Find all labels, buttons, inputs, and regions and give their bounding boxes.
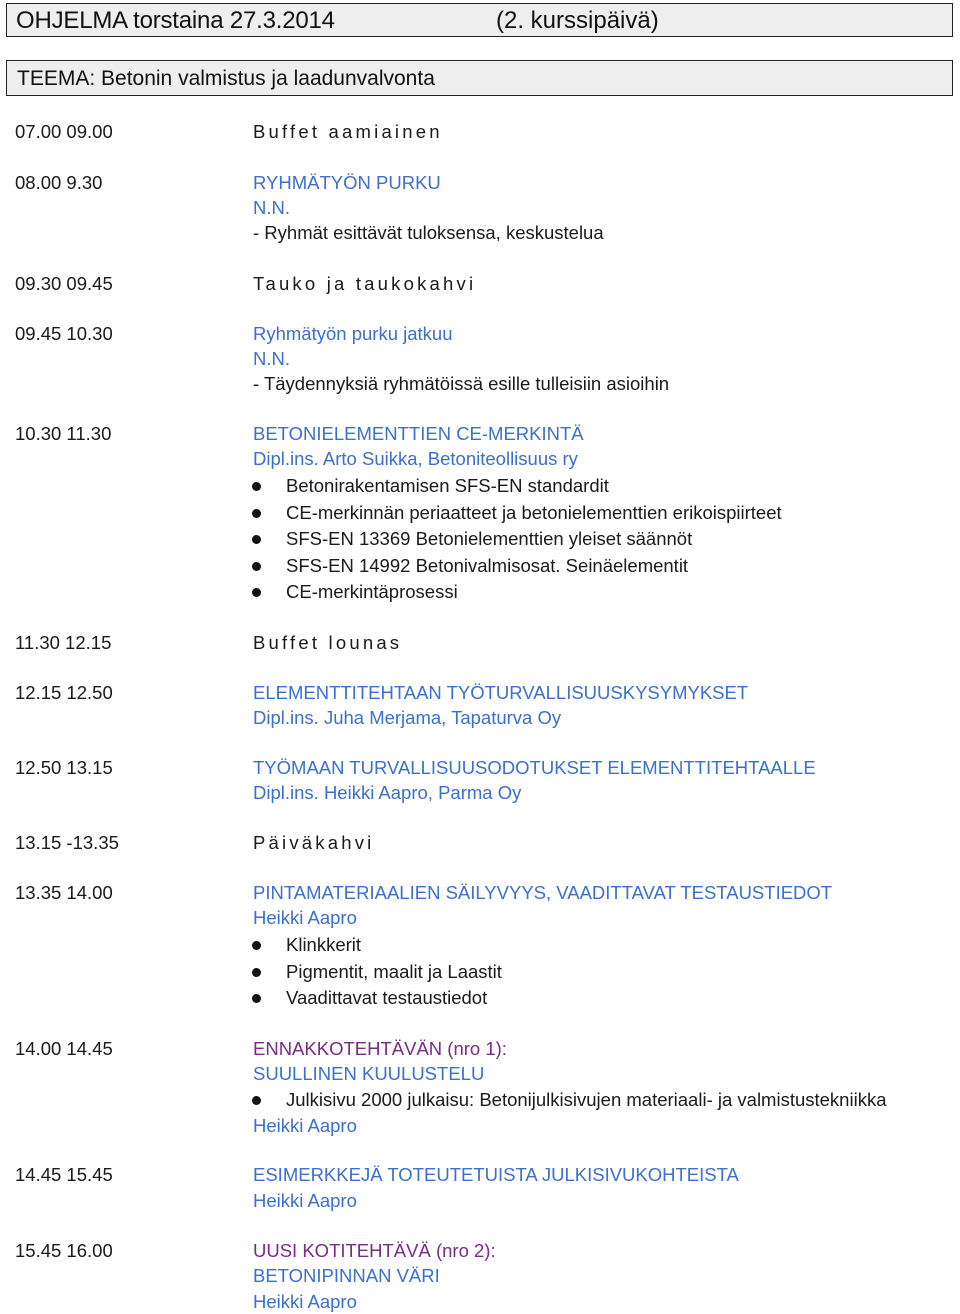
session-speaker: Heikki Aapro (253, 907, 357, 928)
assignment-label: UUSI KOTITEHTÄVÄ (nro 2): (253, 1240, 496, 1261)
theme-banner (6, 60, 953, 96)
session-title: BETONIPINNAN VÄRI (253, 1265, 440, 1286)
program-title: OHJELMA torstaina 27.3.2014 (16, 7, 335, 34)
list-item: CE-merkinnän periaatteet ja betonielementtien erikoispiirteet (286, 502, 782, 523)
bullet-icon (252, 588, 261, 597)
session-time: 07.00 09.00 (15, 121, 113, 142)
session-title: Ryhmätyön purku jatkuu (253, 323, 453, 344)
session-speaker: Dipl.ins. Juha Merjama, Tapaturva Oy (253, 707, 562, 728)
session-title: ESIMERKKEJÄ TOTEUTETUISTA JULKISIVUKOHTEISTA (253, 1164, 739, 1185)
session-time: 08.00 9.30 (15, 172, 103, 193)
list-item: CE-merkintäprosessi (286, 581, 458, 602)
session-time: 11.30 12.15 (15, 632, 112, 653)
bullet-icon (252, 482, 261, 491)
session-time: 15.45 16.00 (15, 1240, 113, 1261)
bullet-icon (252, 994, 261, 1003)
session-time: 10.30 11.30 (15, 423, 112, 444)
session-time: 13.15 -13.35 (15, 832, 119, 853)
session-title: Buffet lounas (253, 632, 403, 653)
session-title: TYÖMAAN TURVALLISUUSODOTUKSET ELEMENTTITEHTAALLE (253, 757, 816, 778)
list-item: Betonirakentamisen SFS-EN standardit (286, 475, 609, 496)
session-title: SUULLINEN KUULUSTELU (253, 1063, 485, 1084)
bullet-icon (252, 968, 261, 977)
bullet-icon (252, 562, 261, 571)
session-title: RYHMÄTYÖN PURKU (253, 172, 441, 193)
session-speaker: Dipl.ins. Heikki Aapro, Parma Oy (253, 782, 522, 803)
session-time: 14.00 14.45 (15, 1038, 113, 1059)
session-note: - Täydennyksiä ryhmätöissä esille tulleisiin asioihin (253, 373, 670, 394)
theme-title: TEEMA: Betonin valmistus ja laadunvalvonta (17, 67, 435, 90)
list-item: Vaadittavat testaustiedot (286, 987, 488, 1008)
course-day-label: (2. kurssipäivä) (496, 7, 659, 34)
session-title: Päiväkahvi (253, 832, 375, 853)
session-speaker: N.N. (253, 197, 290, 218)
session-time: 13.35 14.00 (15, 882, 113, 903)
list-item: Klinkkerit (286, 934, 362, 955)
session-title: Tauko ja taukokahvi (253, 273, 477, 294)
session-note: - Ryhmät esittävät tuloksensa, keskustelua (253, 222, 604, 243)
session-speaker: Heikki Aapro (253, 1190, 357, 1211)
bullet-icon (252, 535, 261, 544)
session-title: ELEMENTTITEHTAAN TYÖTURVALLISUUSKYSYMYKSET (253, 682, 749, 703)
session-speaker: N.N. (253, 348, 290, 369)
session-time: 12.50 13.15 (15, 757, 113, 778)
program-header (6, 3, 953, 37)
session-speaker: Heikki Aapro (253, 1115, 357, 1136)
session-time: 12.15 12.50 (15, 682, 113, 703)
assignment-label: ENNAKKOTEHTÄVÄN (nro 1): (253, 1038, 507, 1059)
session-speaker: Dipl.ins. Arto Suikka, Betoniteollisuus ry (253, 448, 578, 469)
bullet-icon (252, 509, 261, 518)
session-title: BETONIELEMENTTIEN CE-MERKINTÄ (253, 423, 584, 444)
session-time: 09.30 09.45 (15, 273, 113, 294)
list-item: SFS-EN 13369 Betonielementtien yleiset säännöt (286, 528, 693, 549)
list-item: Pigmentit, maalit ja Laastit (286, 961, 502, 982)
list-item: Julkisivu 2000 julkaisu: Betonijulkisivujen materiaali- ja valmistustekniikka (286, 1089, 887, 1110)
session-time: 09.45 10.30 (15, 323, 113, 344)
session-time: 14.45 15.45 (15, 1164, 113, 1185)
session-title: Buffet aamiainen (253, 121, 443, 142)
bullet-icon (252, 1096, 261, 1105)
session-speaker: Heikki Aapro (253, 1291, 357, 1312)
session-title: PINTAMATERIAALIEN SÄILYVYYS, VAADITTAVAT TESTAUSTIEDOT (253, 882, 833, 903)
bullet-icon (252, 941, 261, 950)
list-item: SFS-EN 14992 Betonivalmisosat. Seinäelementit (286, 555, 689, 576)
